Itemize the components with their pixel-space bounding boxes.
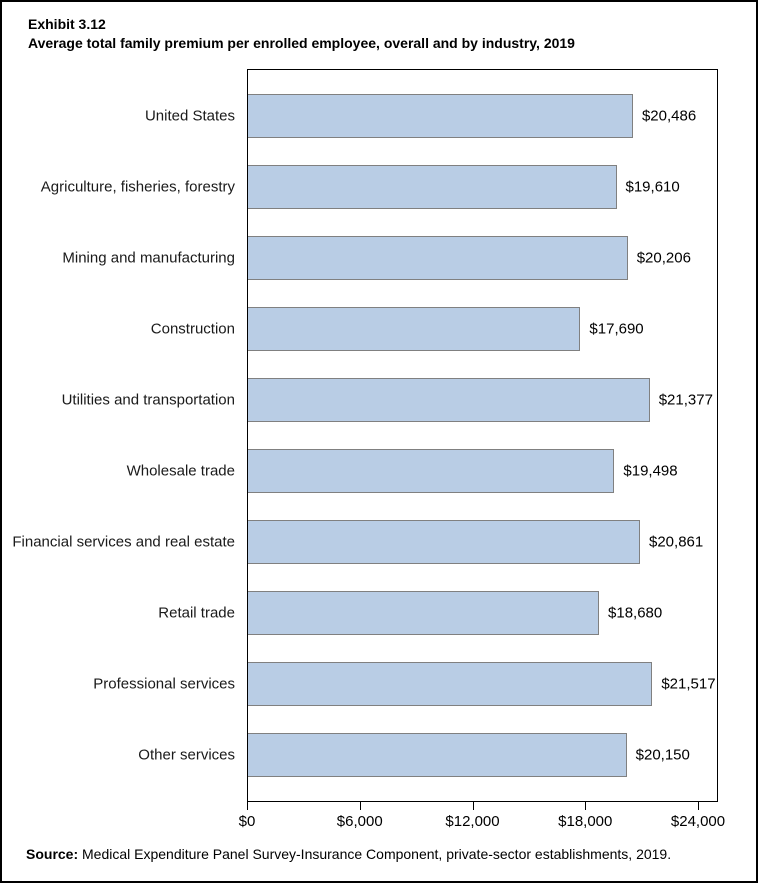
value-label: $21,517	[661, 675, 716, 693]
category-label: Professional services	[93, 675, 235, 693]
bar	[248, 733, 627, 777]
source-label: Source:	[26, 846, 79, 862]
category-label: Financial services and real estate	[12, 533, 235, 551]
value-label: $19,498	[623, 462, 678, 480]
bar	[248, 591, 599, 635]
value-label: $20,150	[635, 746, 690, 764]
category-label: Other services	[138, 746, 235, 764]
value-label: $18,680	[608, 604, 663, 622]
category-label: Construction	[150, 320, 235, 338]
category-label: Wholesale trade	[126, 462, 235, 480]
axis-tick	[585, 802, 586, 810]
category-label: Retail trade	[158, 604, 235, 622]
axis-tick-label: $6,000	[336, 813, 383, 830]
bar	[248, 520, 640, 564]
bar	[248, 449, 614, 493]
category-label: Mining and manufacturing	[62, 249, 235, 267]
axis-tick-label: $12,000	[445, 813, 500, 830]
axis-tick-label: $0	[238, 813, 256, 830]
axis-tick	[247, 802, 248, 810]
exhibit-number: Exhibit 3.12	[28, 16, 106, 32]
bar	[248, 378, 650, 422]
source-note	[26, 846, 671, 862]
value-label: $20,861	[649, 533, 704, 551]
axis-tick-label: $18,000	[558, 813, 613, 830]
bar	[248, 165, 617, 209]
source-text: Medical Expenditure Panel Survey-Insurance Component, private-sector establishments, 2019.	[78, 846, 672, 862]
value-label: $20,486	[641, 107, 697, 125]
value-label: $21,377	[658, 391, 713, 409]
category-label: Utilities and transportation	[61, 391, 235, 409]
axis-tick-label: $24,000	[670, 813, 726, 830]
chart-title-block	[28, 15, 575, 53]
category-label: United States	[144, 107, 235, 125]
value-label: $17,690	[589, 320, 644, 338]
chart-title: Average total family premium per enrolled employee, overall and by industry, 2019	[28, 35, 575, 51]
value-label: $19,610	[625, 178, 680, 196]
bar	[248, 662, 652, 706]
value-label: $20,206	[636, 249, 691, 267]
axis-tick	[698, 802, 699, 810]
bar	[248, 236, 628, 280]
axis-tick	[360, 802, 361, 810]
bar	[248, 307, 580, 351]
axis-tick	[473, 802, 474, 810]
category-label: Agriculture, fisheries, forestry	[40, 178, 235, 196]
bar	[248, 94, 633, 138]
plot-area	[247, 69, 718, 802]
